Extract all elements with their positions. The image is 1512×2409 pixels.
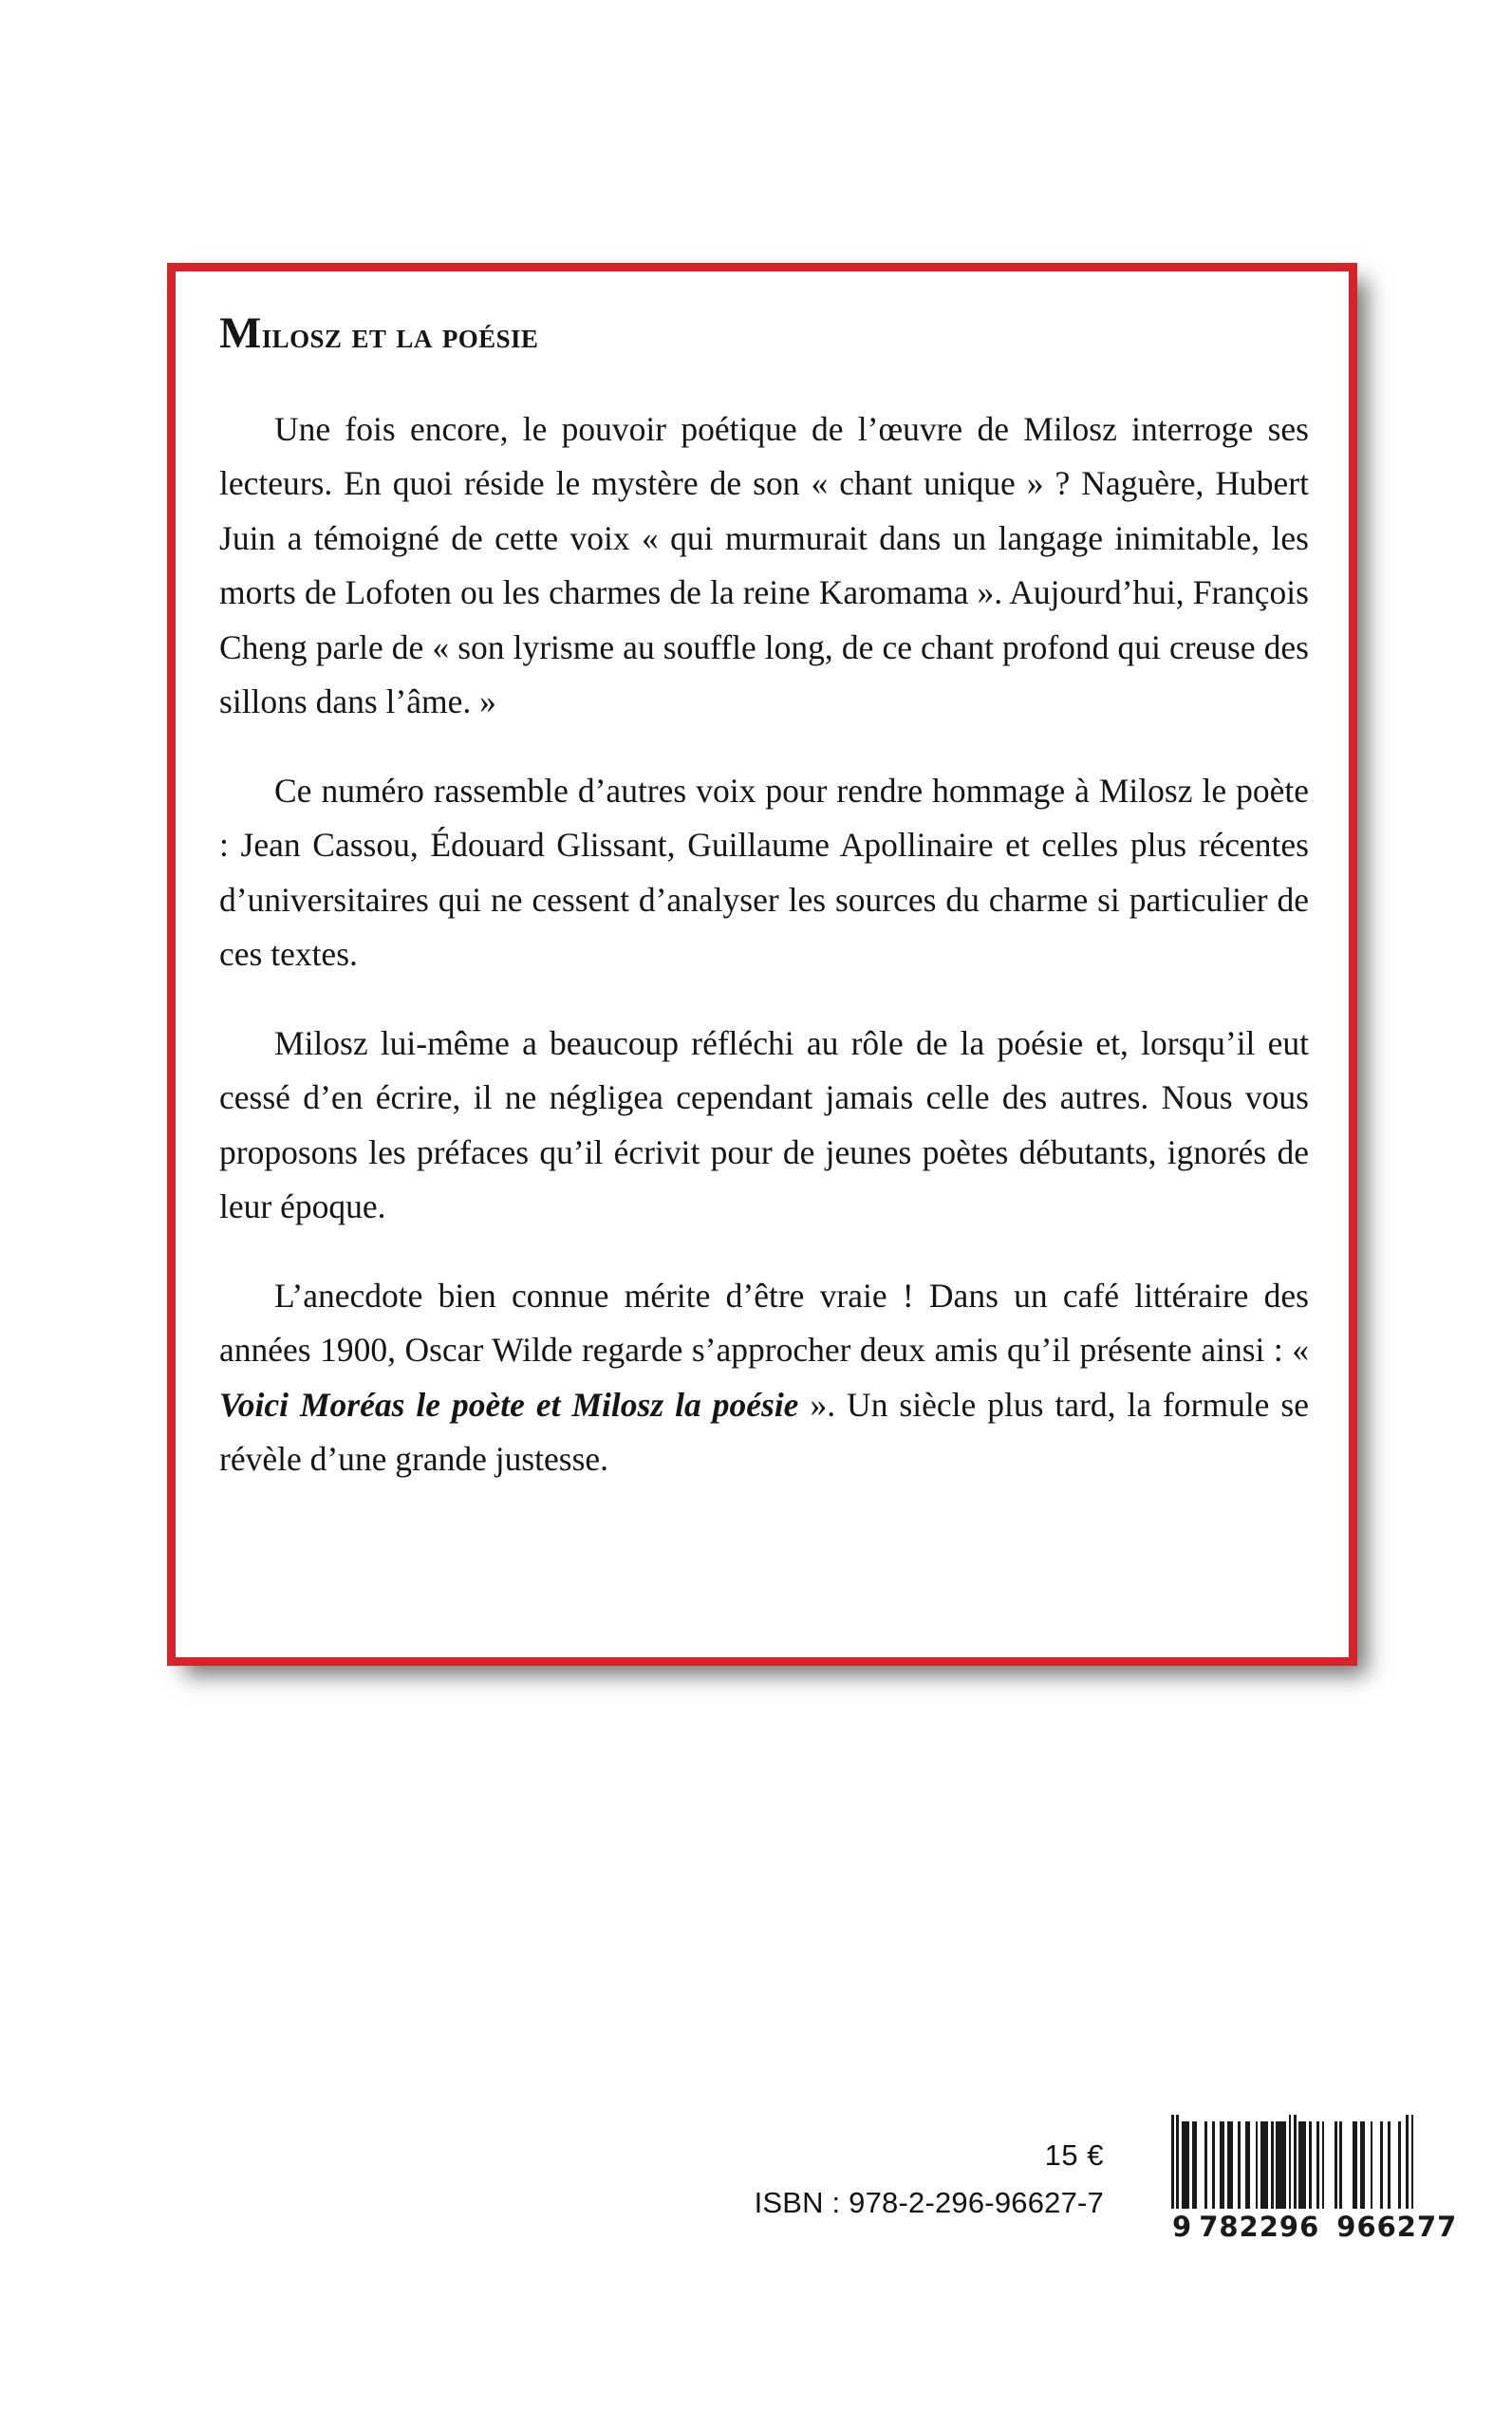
paragraph-4-before-quote: L’anecdote bien connue mérite d’être vraie ! Dans un café littéraire des années 1900, Oscar Wilde regarde s’approcher deux amis qu’il présente ainsi : « bbox=[219, 1276, 1309, 1370]
page-title-rest: ilosz et la poésie bbox=[261, 315, 539, 356]
price-label: 15 € bbox=[1044, 2138, 1104, 2172]
cover-text-frame bbox=[167, 263, 1357, 1666]
ean13-barcode bbox=[1171, 2121, 1458, 2243]
barcode-bars bbox=[1171, 2121, 1414, 2209]
barcode-bar bbox=[1411, 2115, 1414, 2209]
barcode-left-group: 782296 bbox=[1199, 2211, 1320, 2243]
isbn-label: ISBN : 978-2-296-96627-7 bbox=[754, 2186, 1104, 2219]
paragraph-3: Milosz lui-même a beaucoup réfléchi au rôle de la poésie et, lorsqu’il eut cessé d’en écrire, il ne négligea cependant jamais celle des autres. Nous vous proposons les préfaces qu’il écrivit pour de jeunes poètes débutants, ignorés de leur époque. bbox=[219, 1023, 1309, 1226]
paragraph-2: Ce numéro rassemble d’autres voix pour rendre hommage à Milosz le poète : Jean Cassou, Édouard Glissant, Guillaume Apollinaire et celles plus récentes d’universitaires qui ne cessent d’analyser les sources du charme si particulier de ces textes. bbox=[219, 771, 1309, 974]
barcode-lead-digit: 9 bbox=[1172, 2211, 1193, 2243]
paragraph-4-quote-italic: Voici Moréas le poète et Milosz la poésie bbox=[219, 1385, 799, 1424]
barcode-digits bbox=[1171, 2211, 1458, 2243]
footer-block bbox=[0, 2140, 1512, 2359]
cover-text-inner bbox=[219, 309, 1309, 1648]
paragraph-1: Une fois encore, le pouvoir poétique de l’œuvre de Milosz interroge ses lecteurs. En quoi réside le mystère de son « chant unique » ? Naguère, Hubert Juin a témoigné de cette voix « qui murmurait dans un langage inimitable, les morts de Lofoten ou les charmes de la reine Karomama ». Aujourd’hui, François Cheng parle de « son lyrisme au souffle long, de ce chant profond qui creuse des sillons dans l’âme. » bbox=[219, 409, 1309, 721]
page-title-initial: M bbox=[219, 308, 262, 358]
price-isbn-group bbox=[755, 2140, 1104, 2217]
paragraph-4-after-quote: ». Un siècle plus tard, la formule se révèle d’une grande justesse. bbox=[219, 1385, 1309, 1479]
paragraph-4 bbox=[219, 1269, 1309, 1487]
barcode-right-group: 966277 bbox=[1336, 2211, 1458, 2243]
page-title bbox=[219, 309, 1309, 359]
